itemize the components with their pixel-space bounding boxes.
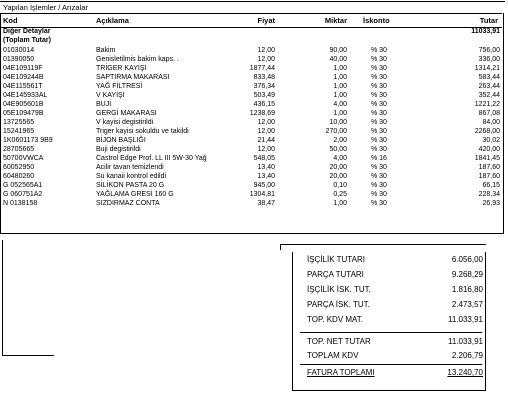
header-aciklama: Açıklama [96, 16, 129, 25]
cell-kod: 05E109479B [3, 110, 44, 117]
totals-top-border [280, 244, 486, 245]
cell-kod: 60052950 [3, 164, 35, 171]
cell-fiyat: 945,00 [253, 182, 275, 189]
items-table-body [1, 46, 502, 208]
cell-iskonto: % 30 [371, 119, 387, 126]
cell-tutar: 1314,21 [474, 65, 500, 72]
cell-tutar: 66,15 [482, 182, 500, 189]
cell-kod: 60480260 [3, 173, 35, 180]
total-value: 11.033,91 [448, 337, 483, 346]
cell-aciklama: V kayisi degistirildi [96, 119, 154, 126]
table-row [1, 127, 502, 136]
total-value: 9.268,29 [451, 270, 483, 279]
cell-aciklama: GERGİ MAKARASI [96, 110, 157, 117]
grand-total-label: FATURA TOPLAMI [307, 368, 375, 377]
cell-miktar: 50,00 [329, 146, 347, 153]
cell-aciklama: BİJON BAŞLIĞI [96, 137, 146, 144]
cell-fiyat: 13,40 [257, 164, 275, 171]
cell-kod: 01390050 [3, 56, 35, 63]
totals-row [307, 298, 483, 312]
cell-kod: G 052565A1 [3, 182, 43, 189]
total-value: 2.473,57 [451, 300, 483, 309]
cell-tutar: 228,34 [478, 191, 500, 198]
table-row [1, 46, 502, 55]
cell-aciklama: YAĞ FİLTRESİ [96, 83, 143, 90]
cell-aciklama: SIZDIRMAZ CONTA [96, 200, 160, 207]
cell-aciklama: V KAYIŞI [96, 92, 125, 99]
cell-aciklama: Triger kayisi sokuldu ve takildi [96, 128, 189, 135]
table-row [1, 73, 502, 82]
total-value: 1.816,80 [451, 285, 483, 294]
cell-tutar: 583,44 [478, 74, 500, 81]
cell-miktar: 270,00 [325, 128, 347, 135]
cell-tutar: 867,08 [478, 110, 500, 117]
table-row [1, 82, 502, 91]
cell-fiyat: 833,48 [253, 74, 275, 81]
cell-aciklama: YAĞLAMA GRESİ 160 G [96, 191, 174, 198]
cell-tutar: 2268,00 [474, 128, 500, 135]
cell-fiyat: 1877,44 [249, 65, 275, 72]
cell-miktar: 2,00 [333, 137, 347, 144]
header-miktar: Miktar [324, 16, 347, 25]
cell-iskonto: % 30 [371, 182, 387, 189]
cell-aciklama: Castrol Edge Prof. LL III 5W-30 Yağ [96, 155, 207, 162]
table-header [1, 13, 502, 28]
cell-miktar: 90,00 [329, 47, 347, 54]
cell-miktar: 1,00 [333, 74, 347, 81]
cell-fiyat: 1304,81 [249, 191, 275, 198]
cell-kod: 04E145933AL [3, 92, 48, 99]
cell-iskonto: % 30 [371, 92, 387, 99]
cell-miktar: 0,25 [333, 191, 347, 198]
cell-fiyat: 21,44 [257, 137, 275, 144]
cell-aciklama: SİLİKON PASTA 20 G [96, 182, 165, 189]
totals-row [307, 283, 483, 297]
cell-fiyat: 503,49 [253, 92, 275, 99]
table-row [1, 154, 502, 163]
cell-tutar: 84,00 [482, 119, 500, 126]
cell-iskonto: % 30 [371, 83, 387, 90]
cell-kod: N 0138158 [3, 200, 38, 207]
header-iskonto: İskonto [363, 16, 390, 25]
cell-iskonto: % 30 [371, 101, 387, 108]
table-row [1, 100, 502, 109]
cell-aciklama: BUJİ [96, 101, 112, 108]
cell-kod: 04E905601B [3, 101, 44, 108]
total-label: İŞÇİLİK TUTARI [307, 255, 365, 264]
cell-tutar: 1841,45 [474, 155, 500, 162]
table-row [1, 190, 502, 199]
totals-separator [300, 332, 482, 333]
cell-kod: 04E109244B [3, 74, 44, 81]
total-label: PARÇA İSK. TUT. [307, 300, 370, 309]
cell-miktar: 40,00 [329, 56, 347, 63]
cell-aciklama: TRİGER KAYIŞI [96, 65, 147, 72]
totals-row [307, 313, 483, 327]
cell-tutar: 352,44 [478, 92, 500, 99]
cell-fiyat: 13,40 [257, 173, 275, 180]
cell-miktar: 1,00 [333, 200, 347, 207]
group-header [1, 27, 502, 47]
cell-aciklama: Buji degistirildi [96, 146, 141, 153]
cell-aciklama: Genisletilmis bakim kaps. . [96, 56, 179, 63]
group-name-line2: (Toplam Tutar) [3, 37, 51, 44]
total-label: TOP. NET TUTAR [307, 337, 371, 346]
table-row [1, 199, 502, 208]
cell-iskonto: % 30 [371, 47, 387, 54]
total-label: İŞÇİLİK İSK. TUT. [307, 285, 371, 294]
cell-iskonto: % 30 [371, 164, 387, 171]
bracket-line-vertical [2, 240, 3, 355]
cell-kod: 28705665 [3, 146, 35, 153]
cell-tutar: 263,44 [478, 83, 500, 90]
group-name-line1: Diğer Detaylar [3, 28, 51, 35]
totals-row [307, 349, 483, 363]
table-row [1, 109, 502, 118]
total-label: TOPLAM KDV [307, 351, 359, 360]
table-row [1, 136, 502, 145]
total-value: 6.056,00 [451, 255, 483, 264]
group-total: 11033,91 [471, 28, 500, 35]
cell-fiyat: 12,00 [257, 146, 275, 153]
cell-miktar: 1,00 [333, 83, 347, 90]
table-row [1, 55, 502, 64]
totals-separator [300, 364, 482, 365]
table-row [1, 172, 502, 181]
cell-fiyat: 1238,69 [249, 110, 275, 117]
cell-iskonto: % 30 [371, 173, 387, 180]
cell-miktar: 1,00 [333, 110, 347, 117]
cell-tutar: 187,60 [478, 173, 500, 180]
cell-miktar: 10,00 [329, 119, 347, 126]
cell-tutar: 420,00 [478, 146, 500, 153]
cell-kod: 1K0601173 9B9 [3, 137, 53, 144]
table-row [1, 163, 502, 172]
cell-iskonto: % 30 [371, 200, 387, 207]
totals-row [307, 335, 483, 349]
cell-iskonto: % 30 [371, 74, 387, 81]
cell-aciklama: SAPTIRMA MAKARASI [96, 74, 170, 81]
table-row [1, 145, 502, 154]
header-kod: Kod [3, 16, 18, 25]
totals-row [307, 268, 483, 282]
cell-miktar: 4,00 [333, 101, 347, 108]
section-title: Yapılan İşlemler / Arızalar [3, 3, 88, 12]
cell-iskonto: % 30 [371, 110, 387, 117]
table-row [1, 118, 502, 127]
cell-iskonto: % 30 [371, 56, 387, 63]
cell-fiyat: 12,00 [257, 128, 275, 135]
cell-kod: 04E109119F [3, 65, 43, 72]
cell-kod: 50700VWCA [3, 155, 44, 162]
cell-kod: 13725565 [3, 119, 35, 126]
totals-top-tick [280, 244, 281, 250]
cell-iskonto: % 30 [371, 137, 387, 144]
cell-kod: 01030014 [3, 47, 35, 54]
header-tutar: Tutar [479, 16, 498, 25]
total-value: 2.206,79 [451, 351, 483, 360]
cell-tutar: 336,00 [478, 56, 500, 63]
cell-kod: 15241965 [3, 128, 35, 135]
header-fiyat: Fiyat [257, 16, 275, 25]
cell-aciklama: Su kanaii kontrol edildi [96, 173, 167, 180]
cell-tutar: 756,00 [478, 47, 500, 54]
cell-fiyat: 12,00 [257, 56, 275, 63]
cell-iskonto: % 30 [371, 65, 387, 72]
cell-iskonto: % 16 [371, 155, 387, 162]
cell-tutar: 30,02 [482, 137, 500, 144]
cell-miktar: 4,00 [333, 155, 347, 162]
cell-kod: G 060751A2 [3, 191, 43, 198]
cell-tutar: 187,60 [478, 164, 500, 171]
cell-fiyat: 548,05 [253, 155, 275, 162]
cell-miktar: 20,00 [329, 164, 347, 171]
cell-miktar: 1,00 [333, 92, 347, 99]
cell-aciklama: Acilir tavan temizlendi [96, 164, 164, 171]
cell-iskonto: % 30 [371, 191, 387, 198]
grand-total-value: 13.240,70 [447, 368, 483, 377]
cell-kod: 04E115561T [3, 83, 43, 90]
top-border [0, 1, 505, 2]
cell-miktar: 20,00 [329, 173, 347, 180]
totals-row-grand [307, 366, 483, 380]
cell-fiyat: 376,34 [253, 83, 275, 90]
cell-fiyat: 12,00 [257, 119, 275, 126]
totals-row [307, 253, 483, 267]
cell-iskonto: % 30 [371, 146, 387, 153]
table-row [1, 64, 502, 73]
cell-fiyat: 436,15 [253, 101, 275, 108]
cell-fiyat: 12,00 [257, 47, 275, 54]
bracket-line-horizontal [2, 355, 54, 356]
cell-iskonto: % 30 [371, 128, 387, 135]
cell-aciklama: Bakim [96, 47, 116, 54]
table-row [1, 181, 502, 190]
cell-miktar: 0,10 [333, 182, 347, 189]
total-label: TOP. KDV MAT. [307, 315, 364, 324]
cell-tutar: 1221,22 [474, 101, 500, 108]
total-value: 11.033,91 [448, 315, 483, 324]
table-row [1, 91, 502, 100]
cell-miktar: 1,00 [333, 65, 347, 72]
cell-fiyat: 38,47 [257, 200, 275, 207]
total-label: PARÇA TUTARI [307, 270, 364, 279]
cell-tutar: 26,93 [482, 200, 500, 207]
